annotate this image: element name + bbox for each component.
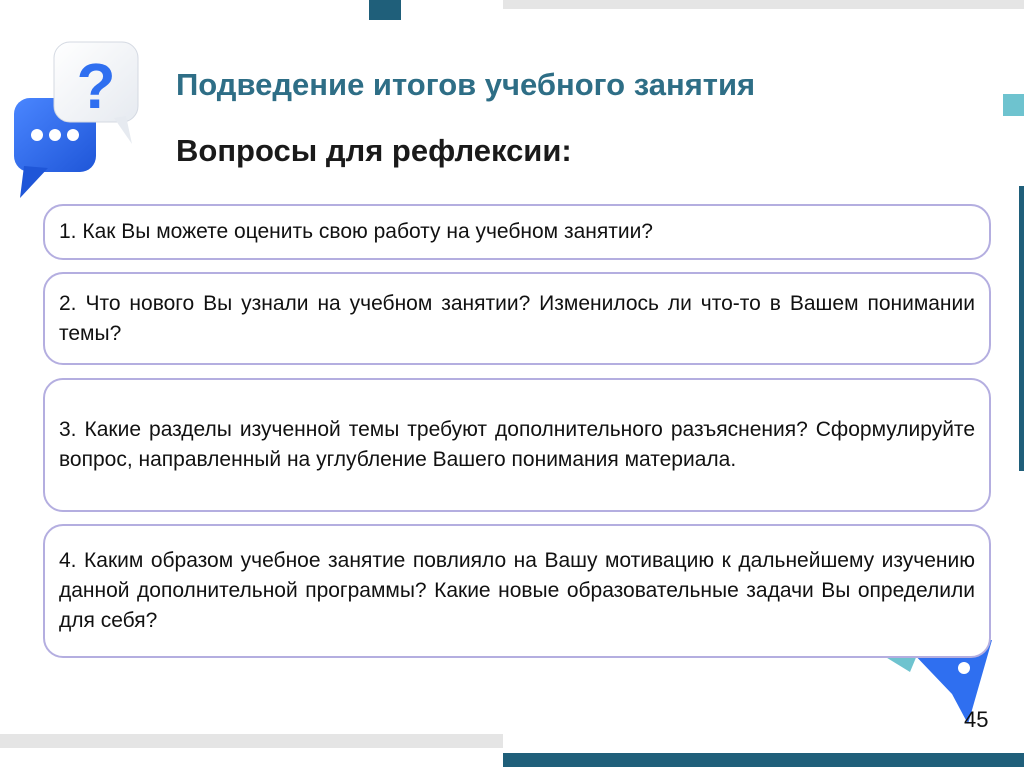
question-text-3: 3. Какие разделы изученной темы требуют дополнительного разъяснения? Сформулируйте вопрос, направленный на углубление Вашего понимания материала. — [59, 418, 975, 471]
slide-subtitle: Вопросы для рефлексии: — [176, 133, 572, 168]
right-accent-line — [1019, 186, 1024, 471]
chat-question-icon — [10, 38, 142, 202]
top-accent-bar — [503, 0, 1024, 9]
top-accent-square — [369, 0, 401, 20]
page-number: 45 — [964, 707, 989, 732]
slide-title: Подведение итогов учебного занятия — [176, 67, 756, 102]
question-card-2 — [43, 272, 991, 365]
question-text-1: 1. Как Вы можете оценить свою работу на учебном занятии? — [59, 220, 653, 243]
bottom-accent-bar-grey — [0, 734, 503, 748]
question-text-2: 2. Что нового Вы узнали на учебном занятии? Изменилось ли что-то в Вашем понимании темы? — [59, 291, 975, 345]
right-accent-square — [1003, 94, 1024, 116]
svg-text:?: ? — [76, 50, 116, 122]
question-card-1 — [43, 204, 991, 260]
bottom-accent-bar-teal — [503, 753, 1024, 767]
question-card-4 — [43, 524, 991, 658]
question-text-4: 4. Каким образом учебное занятие повлияло на Вашу мотивацию к дальнейшему изучению данной дополнительной программы? Какие новые образовательные задачи Вы определили для себя? — [59, 549, 975, 632]
question-card-3 — [43, 378, 991, 512]
